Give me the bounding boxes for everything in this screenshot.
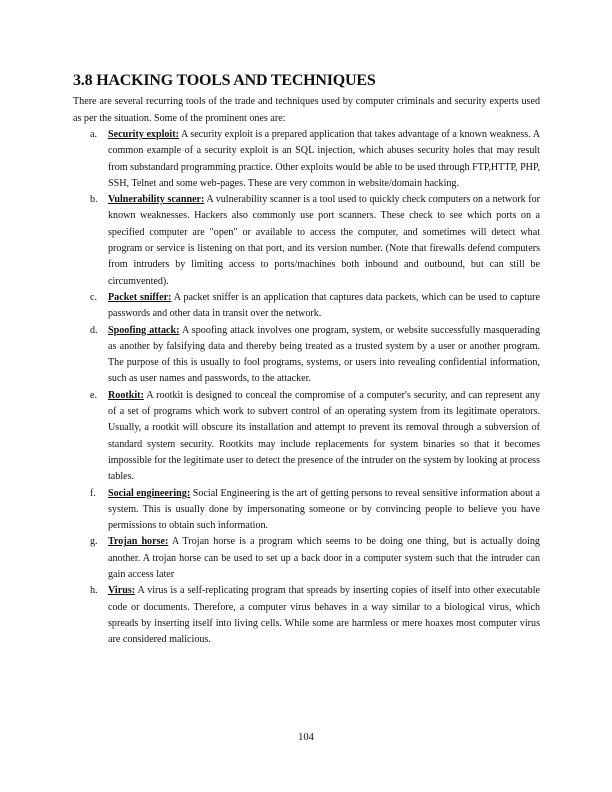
list-item (73, 388, 540, 486)
term-label: Virus: (108, 585, 136, 597)
list-marker: c. (90, 291, 98, 303)
page-number: 104 (298, 732, 314, 743)
list-item (73, 192, 540, 290)
section-heading: 3.8 HACKING TOOLS AND TECHNIQUES (73, 72, 376, 89)
tools-list (73, 127, 540, 649)
term-label: Spoofing attack: (108, 324, 180, 336)
item-text: A packet sniffer is an application that captures data packets, which can be used to capture passwords and other data in transit over the network. (108, 291, 541, 320)
item-text: A vulnerability scanner is a tool used to quickly check computers on a network for known weaknesses. Hackers also commonly use port scanners. These check to see which ports on a specified computer are "open" or available to access the computer, and sometimes will detect what program or service is listening on that port, and its version number. (Note that firewalls defend computers from intruders by limiting access to ports/machines both inbound and outbound, but can still be circumvented). (108, 194, 540, 287)
list-item (73, 534, 540, 583)
item-text: A Trojan horse is a program which seems to be doing one thing, but is actually doing another. A trojan horse can be used to set up a back door in a computer system such that the intruder can gain access later (108, 536, 540, 581)
item-text: A spoofing attack involves one program, system, or website successfully masquerading as another by falsifying data and thereby being treated as a trusted system by a user or another program. The purpose of this is usually to fool programs, systems, or users into revealing confidential information, such as user names and passwords, to the attacker. (108, 324, 540, 385)
list-marker: g. (90, 536, 98, 548)
item-text: A security exploit is a prepared application that takes advantage of a known weakness. A common example of a security exploit is an SQL injection, which abuses security holes that may result from substandard programming practice. Other exploits would be able to be used through FTP,HTTP, PHP, SSH, Telnet and some web-pages. These are very common in website/domain hacking. (108, 129, 540, 189)
list-item (73, 323, 540, 388)
list-item (73, 486, 540, 535)
item-text: A virus is a self-replicating program that spreads by inserting copies of itself into other executable code or documents. Therefore, a computer virus behaves in a way similar to a biological virus, which spreads by inserting itself into living cells. While some are harmless or mere hoaxes most computer virus are considered malicious. (108, 585, 540, 646)
term-label: Rootkit: (108, 389, 144, 401)
item-text: Social Engineering is the art of getting persons to reveal sensitive information about a system. This is usually done by impersonating someone or by convincing people to believe you have permissions to obtain such information. (108, 487, 540, 532)
term-label: Vulnerability scanner: (108, 194, 205, 206)
list-item (73, 583, 540, 648)
list-item (73, 127, 540, 192)
list-marker: e. (90, 389, 98, 401)
list-marker: d. (90, 324, 98, 336)
list-marker: a. (90, 129, 98, 140)
term-label: Social engineering: (108, 487, 191, 499)
list-marker: b. (90, 194, 98, 206)
intro-paragraph: There are several recurring tools of the trade and techniques used by computer criminals and security experts used as per the situation. Some of the prominent ones are: (73, 96, 540, 124)
term-label: Security exploit: (108, 129, 179, 140)
list-marker: h. (90, 585, 98, 597)
list-item (73, 290, 540, 323)
list-marker: f. (90, 487, 96, 499)
term-label: Trojan horse: (108, 536, 169, 548)
term-label: Packet sniffer: (108, 291, 172, 303)
item-text: A rootkit is designed to conceal the compromise of a computer's security, and can represent any of a set of programs which work to subvert control of an operating system from its legitimate operators. Usually, a rootkit will obscure its installation and attempt to prevent its removal through a subversion of standard system security. Rootkits may include replacements for system binaries so that it becomes impossible for the legitimate user to detect the presence of the intruder on the system by looking at process tables. (108, 389, 540, 483)
